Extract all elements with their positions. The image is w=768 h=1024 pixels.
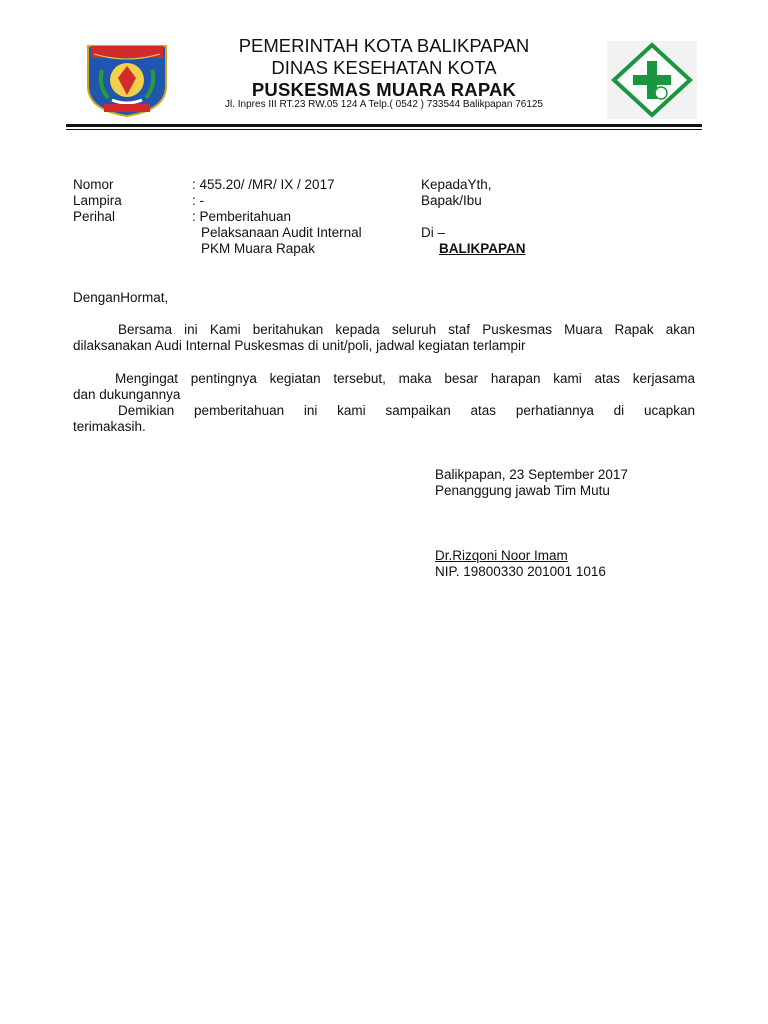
header-line-1: PEMERINTAH KOTA BALIKPAPAN — [238, 35, 530, 56]
lampiran-label: Lampira — [73, 193, 122, 208]
paragraph-1-line-1: Bersama ini Kami beritahukan kepada seluruh staf Puskesmas Muara Rapak akan — [118, 322, 695, 337]
paragraph-3-line-2: terimakasih. — [73, 419, 146, 434]
recipient-to: KepadaYth, — [421, 177, 492, 192]
nomor-label: Nomor — [73, 177, 114, 192]
recipient-city: BALIKPAPAN — [439, 241, 526, 256]
header-line-2: DINAS KESEHATAN KOTA — [271, 57, 497, 78]
lampiran-value: : - — [192, 193, 204, 208]
header-line-3: PUSKESMAS MUARA RAPAK — [251, 79, 517, 100]
signature-place-date: Balikpapan, 23 September 2017 — [435, 467, 628, 482]
recipient-name: Bapak/Ibu — [421, 193, 482, 208]
header-address: Jl. Inpres III RT.23 RW.05 124 A Telp.( 0542 ) 733544 Balikpapan 76125 — [225, 99, 543, 110]
header-rule-thick — [66, 124, 702, 127]
salutation: DenganHormat, — [73, 290, 169, 305]
signature-name: Dr.Rizqoni Noor Imam — [435, 548, 568, 563]
perihal-label: Perihal — [73, 209, 116, 224]
perihal-line-3: PKM Muara Rapak — [201, 241, 316, 256]
header-rule-thin — [66, 129, 702, 130]
signature-position: Penanggung jawab Tim Mutu — [435, 483, 610, 498]
paragraph-2-line-2: dan dukungannya — [73, 387, 181, 402]
recipient-di: Di – — [421, 225, 446, 240]
nomor-value: : 455.20/ /MR/ IX / 2017 — [192, 177, 335, 192]
paragraph-2-line-1: Mengingat pentingnya kegiatan tersebut, maka besar harapan kami atas kerjasama — [115, 371, 695, 386]
signature-nip: NIP. 19800330 201001 1016 — [435, 564, 606, 579]
puskesmas-logo-icon — [607, 41, 697, 119]
kota-balikpapan-emblem-icon — [82, 40, 172, 118]
paragraph-1-line-2: dilaksanakan Audi Internal Puskesmas di unit/poli, jadwal kegiatan terlampir — [73, 338, 526, 353]
perihal-line-2: Pelaksanaan Audit Internal — [201, 225, 362, 240]
perihal-value: : Pemberitahuan — [192, 209, 292, 224]
paragraph-3-line-1: Demikian pemberitahuan ini kami sampaikan atas perhatiannya di ucapkan — [118, 403, 695, 418]
